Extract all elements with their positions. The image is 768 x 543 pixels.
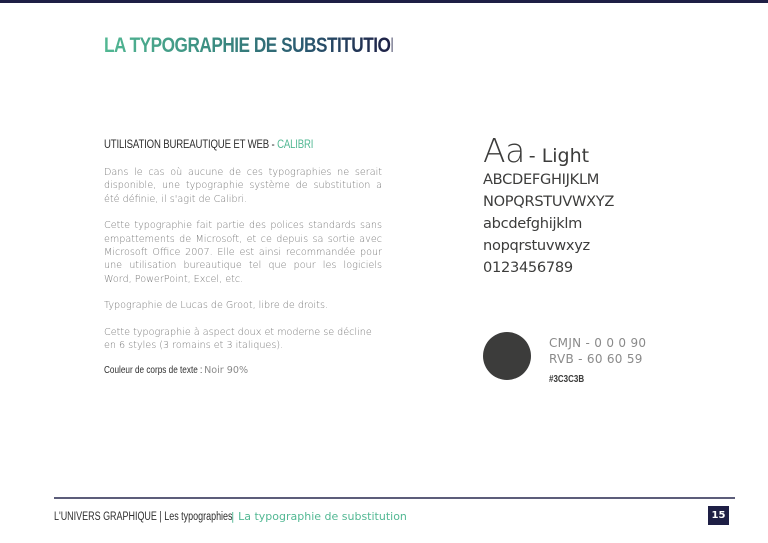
top-bar: [0, 0, 768, 3]
paragraph-styles: Cette typographie à aspect doux et moderne se décline en 6 styles (3 romains et 3 italiques).: [104, 326, 372, 352]
specimen-lowercase-2: nopqrstuvwxyz: [483, 237, 590, 254]
swatch-info: [549, 336, 646, 386]
font-specimen: [483, 131, 614, 279]
footer-breadcrumb-main: L'UNIVERS GRAPHIQUE | Les typographies: [54, 511, 233, 523]
specimen-heading: [483, 131, 614, 169]
footer-breadcrumb-current: | La typographie de substitution: [230, 510, 407, 523]
color-swatch: [483, 332, 531, 380]
page-title: LA TYPOGRAPHIE DE SUBSTITUTION: [104, 34, 403, 57]
calibri-description: [104, 137, 382, 376]
section-heading-text: UTILISATION BUREAUTIQUE ET WEB -: [104, 137, 278, 151]
swatch-cmjn: CMJN - 0 0 0 90: [549, 336, 647, 350]
specimen-uppercase-1: ABCDEFGHIJKLM: [483, 171, 600, 188]
section-heading: [104, 137, 326, 152]
footer-divider: [54, 497, 735, 499]
specimen-sample: Aa: [483, 131, 525, 170]
body-text-color-value: Noir 90%: [204, 365, 249, 377]
page-number: 15: [708, 506, 729, 525]
specimen-lowercase-1: abcdefghijklm: [483, 215, 583, 232]
body-text-color: [104, 364, 382, 376]
body-text-color-label: Couleur de corps de texte :: [104, 364, 203, 377]
specimen-uppercase-2: NOPQRSTUVWXYZ: [483, 193, 615, 210]
paragraph-intro: Dans le cas où aucune de ces typographies ne serait disponible, une typographie système de substitution a été définie, il s'agit de Calibri.: [104, 167, 382, 205]
swatch-hex: #3C3C3B: [549, 374, 585, 385]
footer-breadcrumb: [54, 510, 407, 523]
specimen-digits: 0123456789: [483, 259, 573, 276]
paragraph-microsoft: Cette typographie fait partie des polices standards sans empattements de Microsoft, et ce depuis sa sortie avec Microsoft Office 2007. Elle est ainsi recommandée pour une utilisation bureautique tel que pour les logiciels Word, PowerPoint, Excel, etc.: [104, 220, 382, 285]
swatch-rvb: RVB - 60 60 59: [549, 351, 643, 366]
specimen-weight: - Light: [528, 145, 590, 167]
paragraph-author: Typographie de Lucas de Groot, libre de droits.: [104, 300, 328, 312]
section-heading-accent: CALIBRI: [277, 137, 314, 151]
